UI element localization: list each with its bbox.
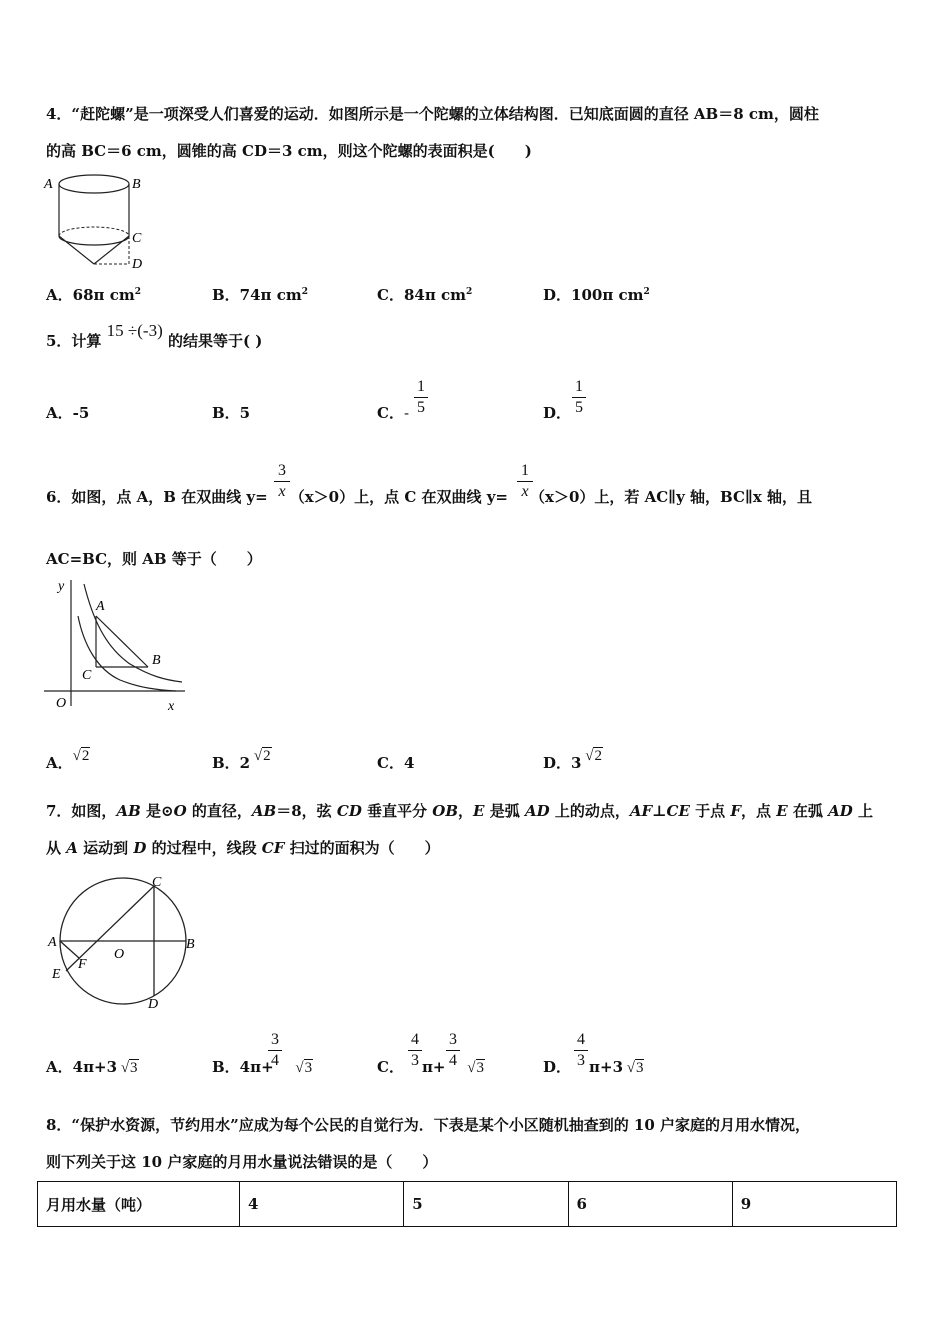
q6-label-o: O: [56, 696, 67, 711]
q4-option-a[interactable]: A．68π $cm^2$: [46, 286, 141, 304]
q8-text-line1: 8．“保护水资源，节约用水”应成为每个公民的自觉行为．下表是某个小区随机抽查到的 10 户家庭的月用水情况，: [46, 1116, 811, 1134]
q7-option-c[interactable]: C． π+ √3: [377, 1058, 484, 1076]
q4-text-line1: 4．“赶陀螺”是一项深受人们喜爱的运动．如图所示是一个陀螺的立体结构图．已知底面圆的直径 AB＝8 cm，圆柱: [46, 105, 819, 123]
q7-option-d-fraction: $\frac{4}{3}$: [574, 1030, 588, 1071]
q7-option-c-fraction-2: $\frac{3}{4}$: [446, 1030, 460, 1071]
q4-option-b[interactable]: B．74π $cm^2$: [212, 286, 309, 304]
q8-text-line2: 则下列关于这 10 户家庭的月用水量说法错误的是（ ）: [46, 1153, 438, 1171]
q7-label-o: O: [114, 947, 125, 962]
q7-label-c: C: [152, 875, 162, 890]
table-cell: 5: [404, 1182, 568, 1227]
q7-label-e: E: [52, 967, 61, 982]
q6-label-a: A: [96, 599, 105, 614]
q7-option-b[interactable]: B．4π+ √3: [212, 1058, 313, 1076]
q6-label-c: C: [82, 668, 92, 683]
q4-option-d[interactable]: D．100π $cm^2$: [543, 286, 650, 304]
q8-water-table: [37, 1181, 897, 1227]
table-cell: 4: [240, 1182, 404, 1227]
q6-text-line1: 6．如图，点 A，B 在双曲线 y= （x＞0）上，点 C 在双曲线 y= （x＞0）上，若 AC∥y 轴，BC∥x 轴，且: [46, 488, 813, 506]
q6-label-x: x: [168, 699, 175, 714]
q7-option-d[interactable]: D． π+3 √3: [543, 1058, 644, 1076]
q5-option-b[interactable]: B．5: [212, 404, 251, 422]
q7-label-b: B: [186, 937, 195, 952]
q7-label-d: D: [148, 997, 159, 1012]
q6-text-line2: AC=BC，则 AB 等于（ ）: [46, 550, 262, 568]
q6-fraction-1-over-x: $\frac{1}{x}$: [517, 461, 533, 502]
table-cell: 9: [732, 1182, 896, 1227]
q6-option-a[interactable]: A．√2: [46, 748, 90, 772]
q4-option-c[interactable]: C．84π $cm^2$: [377, 286, 473, 304]
q4-label-a: A: [44, 177, 53, 192]
table-header-cell: 月用水量（吨）: [38, 1182, 240, 1227]
q6-option-d[interactable]: D．3 √2: [543, 748, 602, 772]
q6-label-b: B: [152, 653, 161, 668]
q6-label-y: y: [58, 579, 65, 594]
q4-label-b: B: [132, 177, 141, 192]
q5-option-a[interactable]: A．-5: [46, 404, 90, 422]
q7-label-a: A: [48, 935, 57, 950]
table-cell: 6: [568, 1182, 732, 1227]
table-row: [38, 1182, 897, 1227]
q4-label-d: D: [132, 257, 143, 272]
q7-option-b-fraction: $\frac{3}{4}$: [268, 1030, 282, 1071]
q7-option-a[interactable]: A．4π+3 √3: [46, 1058, 138, 1076]
q4-text-line2: 的高 BC＝6 cm，圆锥的高 CD＝3 cm，则这个陀螺的表面积是( ): [46, 142, 532, 160]
q7-option-c-fraction-1: $\frac{4}{3}$: [408, 1030, 422, 1071]
q5-option-c-fraction: $\frac{1}{5}$: [414, 377, 428, 418]
q6-option-c[interactable]: C．4: [377, 754, 415, 772]
q4-label-c: C: [132, 231, 142, 246]
q5-option-d[interactable]: D．: [543, 404, 572, 422]
q5-text: 5．计算 15 ÷(-3) 的结果等于( ): [46, 321, 263, 350]
q5-option-d-fraction: $\frac{1}{5}$: [572, 377, 586, 418]
q6-fraction-3-over-x: $\frac{3}{x}$: [274, 461, 290, 502]
q4-top-figure: [40, 168, 160, 273]
q6-option-b[interactable]: B．2 √2: [212, 748, 271, 772]
q6-hyperbola-figure: [40, 576, 190, 716]
q7-text-line2: 从 A 运动到 D 的过程中，线段 CF 扫过的面积为（ ）: [46, 839, 440, 857]
q5-option-c[interactable]: C．-: [377, 404, 410, 422]
q7-circle-figure: [44, 872, 204, 1012]
q5-expression: 15 ÷(-3): [106, 321, 163, 340]
q7-label-f: F: [78, 957, 87, 972]
q7-text-line1: 7．如图，AB 是⊙O 的直径，AB＝8，弦 CD 垂直平分 OB，E 是弧 AD 上的动点，AF⊥CE 于点 F，点 E 在弧 AD 上: [46, 802, 874, 820]
